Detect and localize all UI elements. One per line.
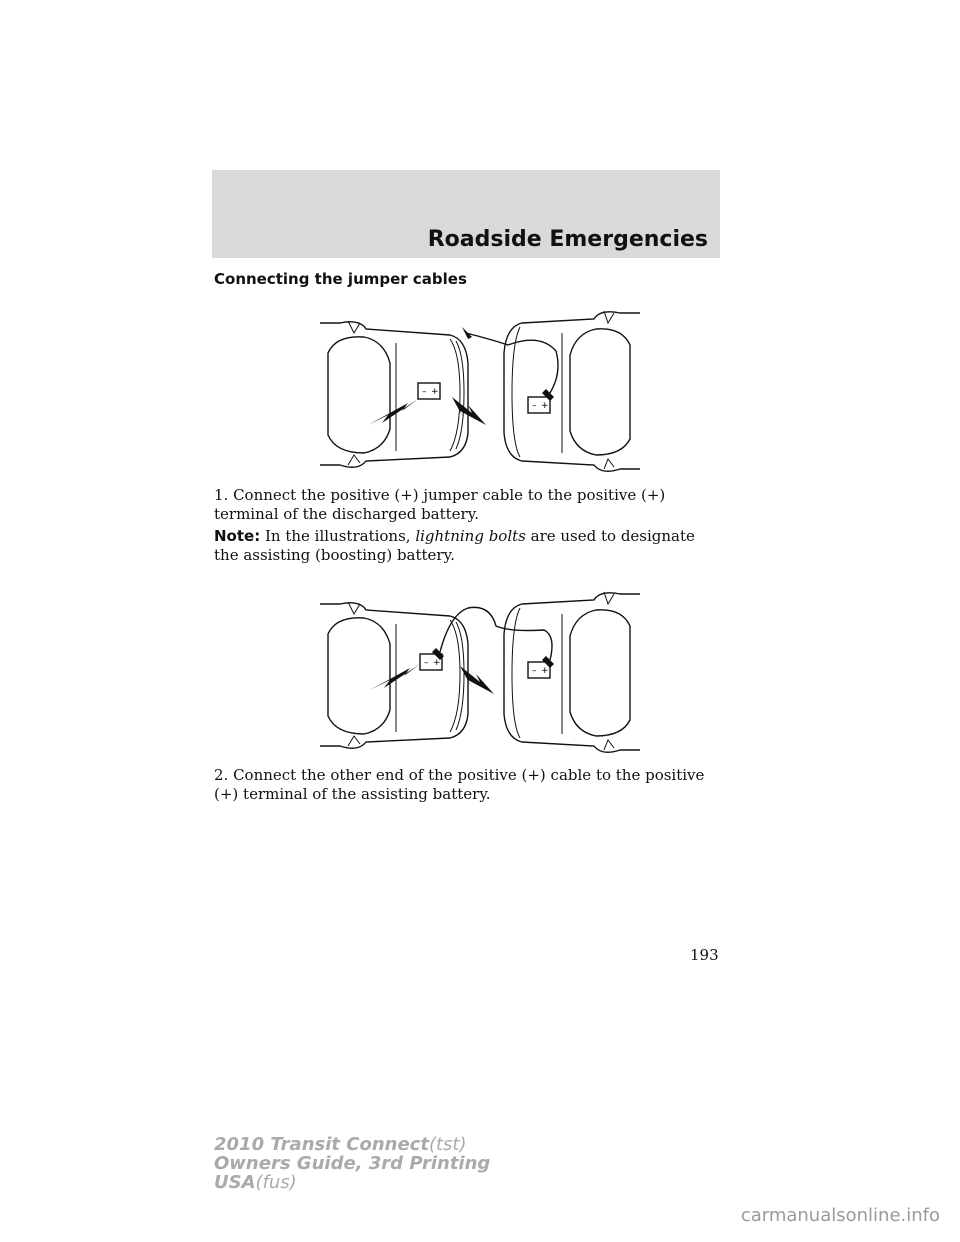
battery-minus-label: – xyxy=(422,387,427,397)
battery-plus-label: + xyxy=(433,658,441,668)
assisting-battery-icon xyxy=(528,397,550,413)
battery-plus-label: + xyxy=(541,401,549,411)
lightning-bolt-icon xyxy=(460,666,494,694)
page-number: 193 xyxy=(690,946,719,964)
lightning-bolt-icon xyxy=(370,664,420,690)
footer-market-code: (fus) xyxy=(255,1172,297,1193)
jumper-cable-diagram-step-2 xyxy=(300,574,660,754)
jumper-cable-diagram-step-1 xyxy=(300,293,660,473)
jumper-cable xyxy=(440,607,552,660)
battery-plus-label: + xyxy=(541,666,549,676)
footer-market: USA xyxy=(214,1172,256,1193)
footer xyxy=(214,1135,490,1192)
battery-minus-label: – xyxy=(532,666,537,676)
cable-clamp-icon xyxy=(462,327,472,339)
right-car-outline xyxy=(504,592,640,752)
step-2-text: 2. Connect the other end of the positive (+) cable to the positive (+) terminal of the assisting battery. xyxy=(214,766,705,803)
left-car-outline xyxy=(320,602,468,748)
watermark: carmanualsonline.info xyxy=(740,1205,940,1226)
battery-plus-label: + xyxy=(431,387,439,397)
note-text-before: In the illustrations, xyxy=(264,527,416,545)
footer-guide: Owners Guide, 3rd Printing xyxy=(214,1153,491,1174)
discharged-battery-icon xyxy=(418,383,440,399)
lightning-bolt-icon xyxy=(368,399,418,425)
right-car-outline xyxy=(504,311,640,471)
note-label: Note: xyxy=(214,527,261,545)
section-heading: Connecting the jumper cables xyxy=(214,270,467,288)
step-1-text: 1. Connect the positive (+) jumper cable to the positive (+) terminal of the discharged battery. xyxy=(214,486,666,523)
lightning-bolt-icon xyxy=(452,397,486,425)
battery-minus-label: – xyxy=(424,658,429,668)
cable-clamp-icon xyxy=(542,389,554,401)
note-emphasis: lightning bolts xyxy=(415,527,526,545)
footer-model: 2010 Transit Connect xyxy=(214,1134,429,1155)
page-title: Roadside Emergencies xyxy=(427,227,708,252)
header-band xyxy=(212,170,720,258)
left-car-outline xyxy=(320,321,468,467)
battery-minus-label: – xyxy=(532,401,537,411)
footer-model-code: (tst) xyxy=(428,1134,467,1155)
note-text-after: are used to designate the assisting (boosting) battery. xyxy=(214,527,695,564)
note-paragraph xyxy=(214,527,724,565)
